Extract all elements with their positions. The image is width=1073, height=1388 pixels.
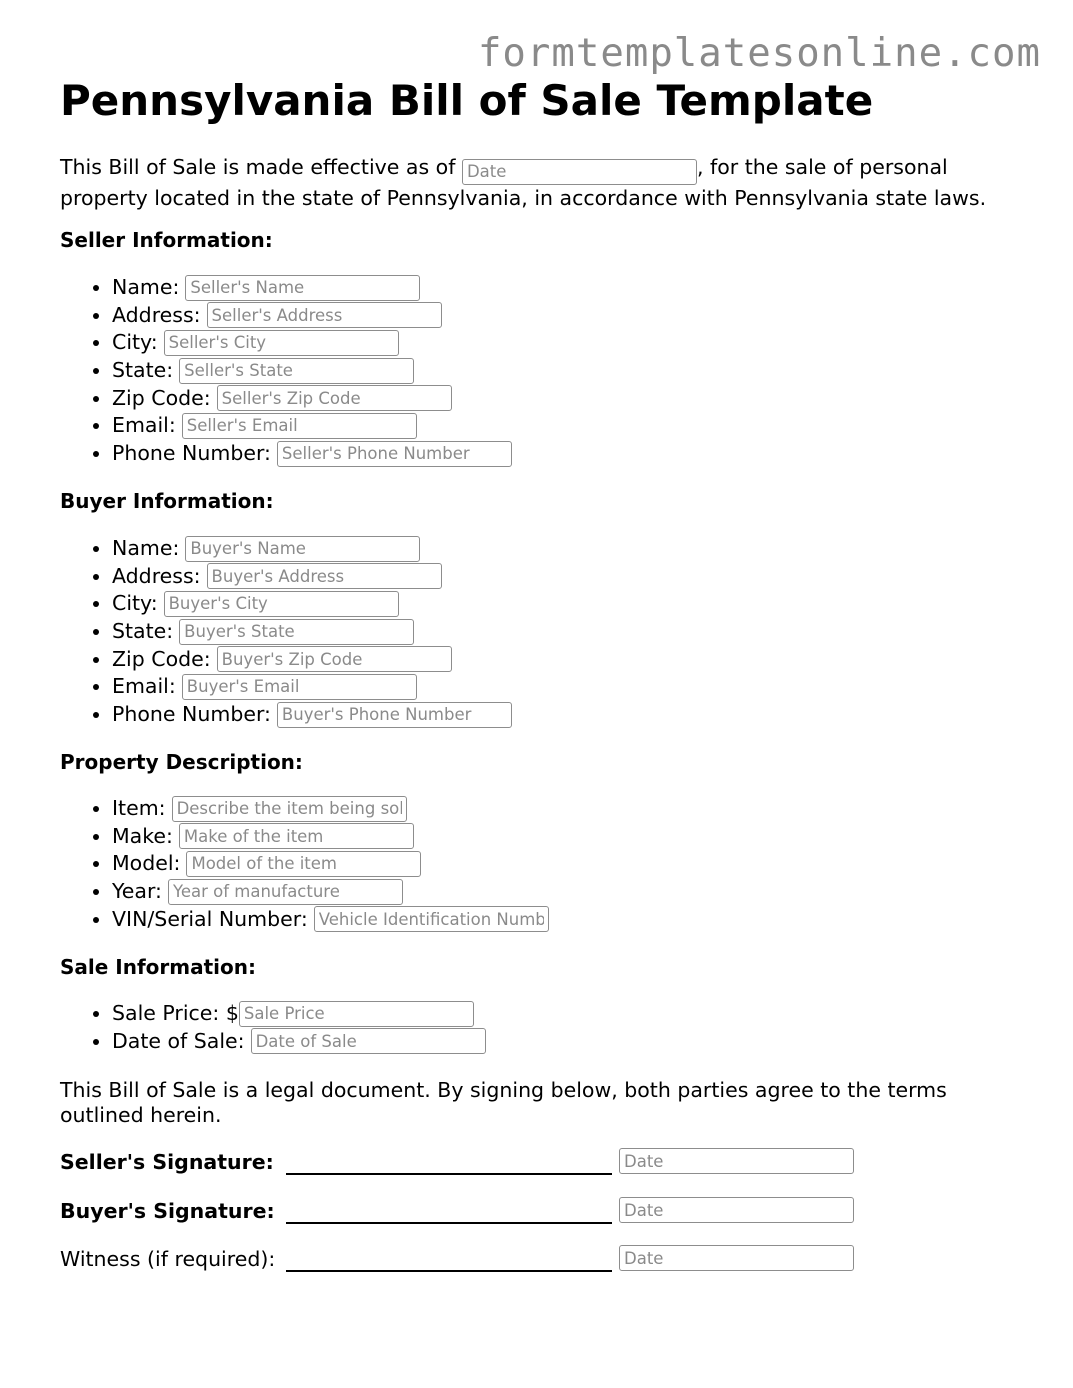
property-section-heading: Property Description: (60, 750, 303, 774)
buyer-address-row (112, 563, 512, 591)
property-item-input[interactable] (172, 796, 407, 822)
property-vin-row (112, 906, 549, 934)
seller-signature-line[interactable] (286, 1151, 612, 1175)
seller-zip-row (112, 385, 512, 413)
intro-text-after: , for the sale of personal property located in the state of Pennsylvania, in accordance with Pennsylvania state laws. (60, 155, 987, 210)
seller-phone-label: Phone Number: (112, 441, 271, 466)
property-vin-input[interactable] (314, 906, 549, 932)
seller-address-row (112, 302, 512, 330)
seller-state-label: State: (112, 358, 174, 383)
buyer-email-label: Email: (112, 674, 176, 699)
page-title: Pennsylvania Bill of Sale Template (60, 76, 874, 125)
buyer-phone-label: Phone Number: (112, 702, 271, 727)
sale-date-label: Date of Sale: (112, 1028, 245, 1053)
buyer-email-input[interactable] (182, 674, 417, 700)
buyer-address-label: Address: (112, 563, 201, 588)
buyer-city-label: City: (112, 591, 158, 616)
watermark: formtemplatesonline.com (477, 31, 1041, 76)
intro-text-before: This Bill of Sale is made effective as of (60, 155, 462, 179)
buyer-signature-row (60, 1197, 960, 1225)
sale-field-list (60, 1000, 486, 1055)
sale-date-row (112, 1028, 486, 1056)
buyer-zip-input[interactable] (217, 646, 452, 672)
property-model-label: Model: (112, 851, 181, 876)
sale-price-input[interactable] (239, 1001, 474, 1027)
property-make-row (112, 823, 549, 851)
seller-signature-label: Seller's Signature: (60, 1150, 274, 1174)
seller-name-row (112, 274, 512, 302)
buyer-address-input[interactable] (207, 563, 442, 589)
buyer-state-label: State: (112, 619, 174, 644)
seller-city-input[interactable] (164, 330, 399, 356)
property-year-label: Year: (112, 879, 162, 904)
sale-price-row (112, 1000, 486, 1028)
seller-field-list (60, 274, 512, 468)
seller-email-label: Email: (112, 413, 176, 438)
buyer-signature-line[interactable] (286, 1200, 612, 1224)
witness-signature-date-input[interactable] (619, 1245, 854, 1271)
seller-name-label: Name: (112, 275, 180, 299)
seller-signature-date-input[interactable] (619, 1148, 854, 1174)
property-model-input[interactable] (186, 851, 421, 877)
seller-address-input[interactable] (207, 302, 442, 328)
seller-signature-row (60, 1148, 960, 1176)
property-make-label: Make: (112, 823, 173, 848)
property-make-input[interactable] (179, 823, 414, 849)
seller-state-row (112, 357, 512, 385)
seller-zip-input[interactable] (217, 385, 452, 411)
buyer-name-row (112, 535, 512, 563)
property-item-label: Item: (112, 796, 166, 820)
seller-address-label: Address: (112, 302, 201, 327)
buyer-city-row (112, 590, 512, 618)
property-model-row (112, 850, 549, 878)
seller-section-heading: Seller Information: (60, 228, 273, 252)
witness-signature-line[interactable] (286, 1248, 612, 1272)
property-field-list (60, 795, 549, 933)
sale-date-input[interactable] (251, 1028, 486, 1054)
closing-paragraph: This Bill of Sale is a legal document. By signing below, both parties agree to the terms outlined herein. (60, 1078, 947, 1127)
seller-state-input[interactable] (179, 358, 414, 384)
witness-signature-label: Witness (if required): (60, 1247, 276, 1271)
seller-city-row (112, 329, 512, 357)
witness-signature-row (60, 1245, 960, 1273)
buyer-name-label: Name: (112, 536, 180, 560)
seller-email-row (112, 412, 512, 440)
seller-email-input[interactable] (182, 413, 417, 439)
property-year-input[interactable] (168, 879, 403, 905)
sale-section-heading: Sale Information: (60, 955, 256, 979)
seller-city-label: City: (112, 330, 158, 355)
property-item-row (112, 795, 549, 823)
buyer-phone-input[interactable] (277, 702, 512, 728)
buyer-zip-label: Zip Code: (112, 646, 211, 671)
buyer-zip-row (112, 646, 512, 674)
property-year-row (112, 878, 549, 906)
seller-phone-input[interactable] (277, 441, 512, 467)
buyer-state-row (112, 618, 512, 646)
property-vin-label: VIN/Serial Number: (112, 906, 308, 931)
sale-price-label: Sale Price: $ (112, 1001, 239, 1025)
buyer-phone-row (112, 701, 512, 729)
effective-date-input[interactable] (462, 159, 697, 185)
buyer-state-input[interactable] (179, 619, 414, 645)
intro-paragraph (60, 154, 1030, 212)
buyer-email-row (112, 673, 512, 701)
buyer-signature-label: Buyer's Signature: (60, 1199, 275, 1223)
buyer-signature-date-input[interactable] (619, 1197, 854, 1223)
buyer-city-input[interactable] (164, 591, 399, 617)
buyer-name-input[interactable] (185, 536, 420, 562)
seller-zip-label: Zip Code: (112, 385, 211, 410)
seller-name-input[interactable] (185, 275, 420, 301)
buyer-section-heading: Buyer Information: (60, 489, 274, 513)
buyer-field-list (60, 535, 512, 729)
seller-phone-row (112, 440, 512, 468)
